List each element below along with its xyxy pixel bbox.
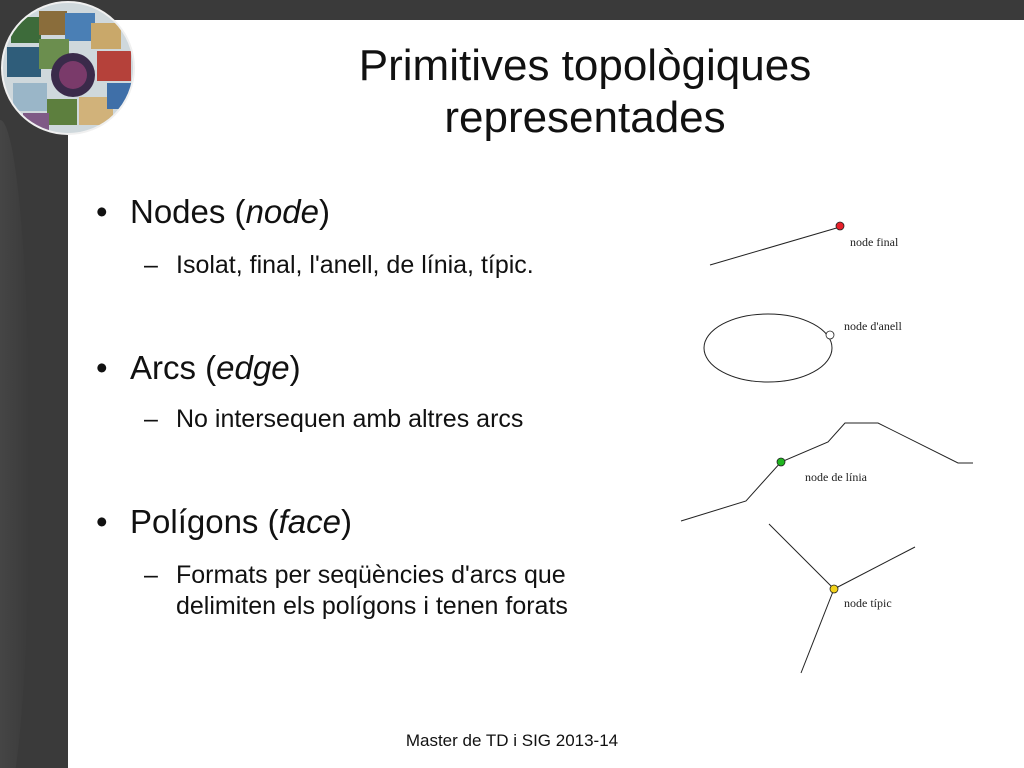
footer-text: Master de TD i SIG 2013-14 xyxy=(405,731,619,750)
bullet-polygons-suffix: ) xyxy=(340,503,352,540)
edge-final xyxy=(710,227,840,265)
bullet-arcs-suffix: ) xyxy=(289,349,301,386)
title-line-2: representades xyxy=(444,93,726,142)
node-line-dot xyxy=(777,458,785,466)
node-typical-dot xyxy=(830,585,838,593)
edge-ring xyxy=(704,314,832,382)
bullet-dot: • xyxy=(96,349,108,386)
sub-bullet-polygons-text-2: delimiten els polígons i tenen forats xyxy=(176,592,568,620)
sub-bullet-nodes-text: Isolat, final, l'anell, de línia, típic. xyxy=(176,251,534,279)
label-node-linia: node de línia xyxy=(805,470,867,484)
edge-typical-1 xyxy=(769,524,834,589)
bullet-nodes-term: node xyxy=(245,193,319,230)
bullet-dot: • xyxy=(96,193,108,230)
bullet-nodes-prefix: Nodes ( xyxy=(130,193,246,230)
node-final-dot xyxy=(836,222,844,230)
sub-bullet-dash: – xyxy=(144,251,158,279)
sub-bullet-arcs-text: No intersequen amb altres arcs xyxy=(176,405,524,433)
label-node-anell: node d'anell xyxy=(844,319,902,333)
label-node-tipic: node típic xyxy=(844,596,892,610)
edge-typical-3 xyxy=(801,589,834,673)
bullet-nodes-suffix: ) xyxy=(318,193,330,230)
bullet-arcs-prefix: Arcs ( xyxy=(130,349,217,386)
bullet-polygons-term: face xyxy=(278,503,341,540)
edge-typical-2 xyxy=(834,547,915,589)
bullet-dot: • xyxy=(96,503,108,540)
sub-bullet-dash: – xyxy=(144,561,158,589)
bullet-arcs-term: edge xyxy=(216,349,290,386)
title-line-1: Primitives topològiques xyxy=(358,41,812,90)
label-node-final: node final xyxy=(850,235,899,249)
sub-bullet-polygons-text-1: Formats per seqüències d'arcs que xyxy=(176,561,566,589)
bullet-polygons-prefix: Polígons ( xyxy=(130,503,279,540)
sub-bullet-dash: – xyxy=(144,405,158,433)
node-ring-dot xyxy=(826,331,834,339)
